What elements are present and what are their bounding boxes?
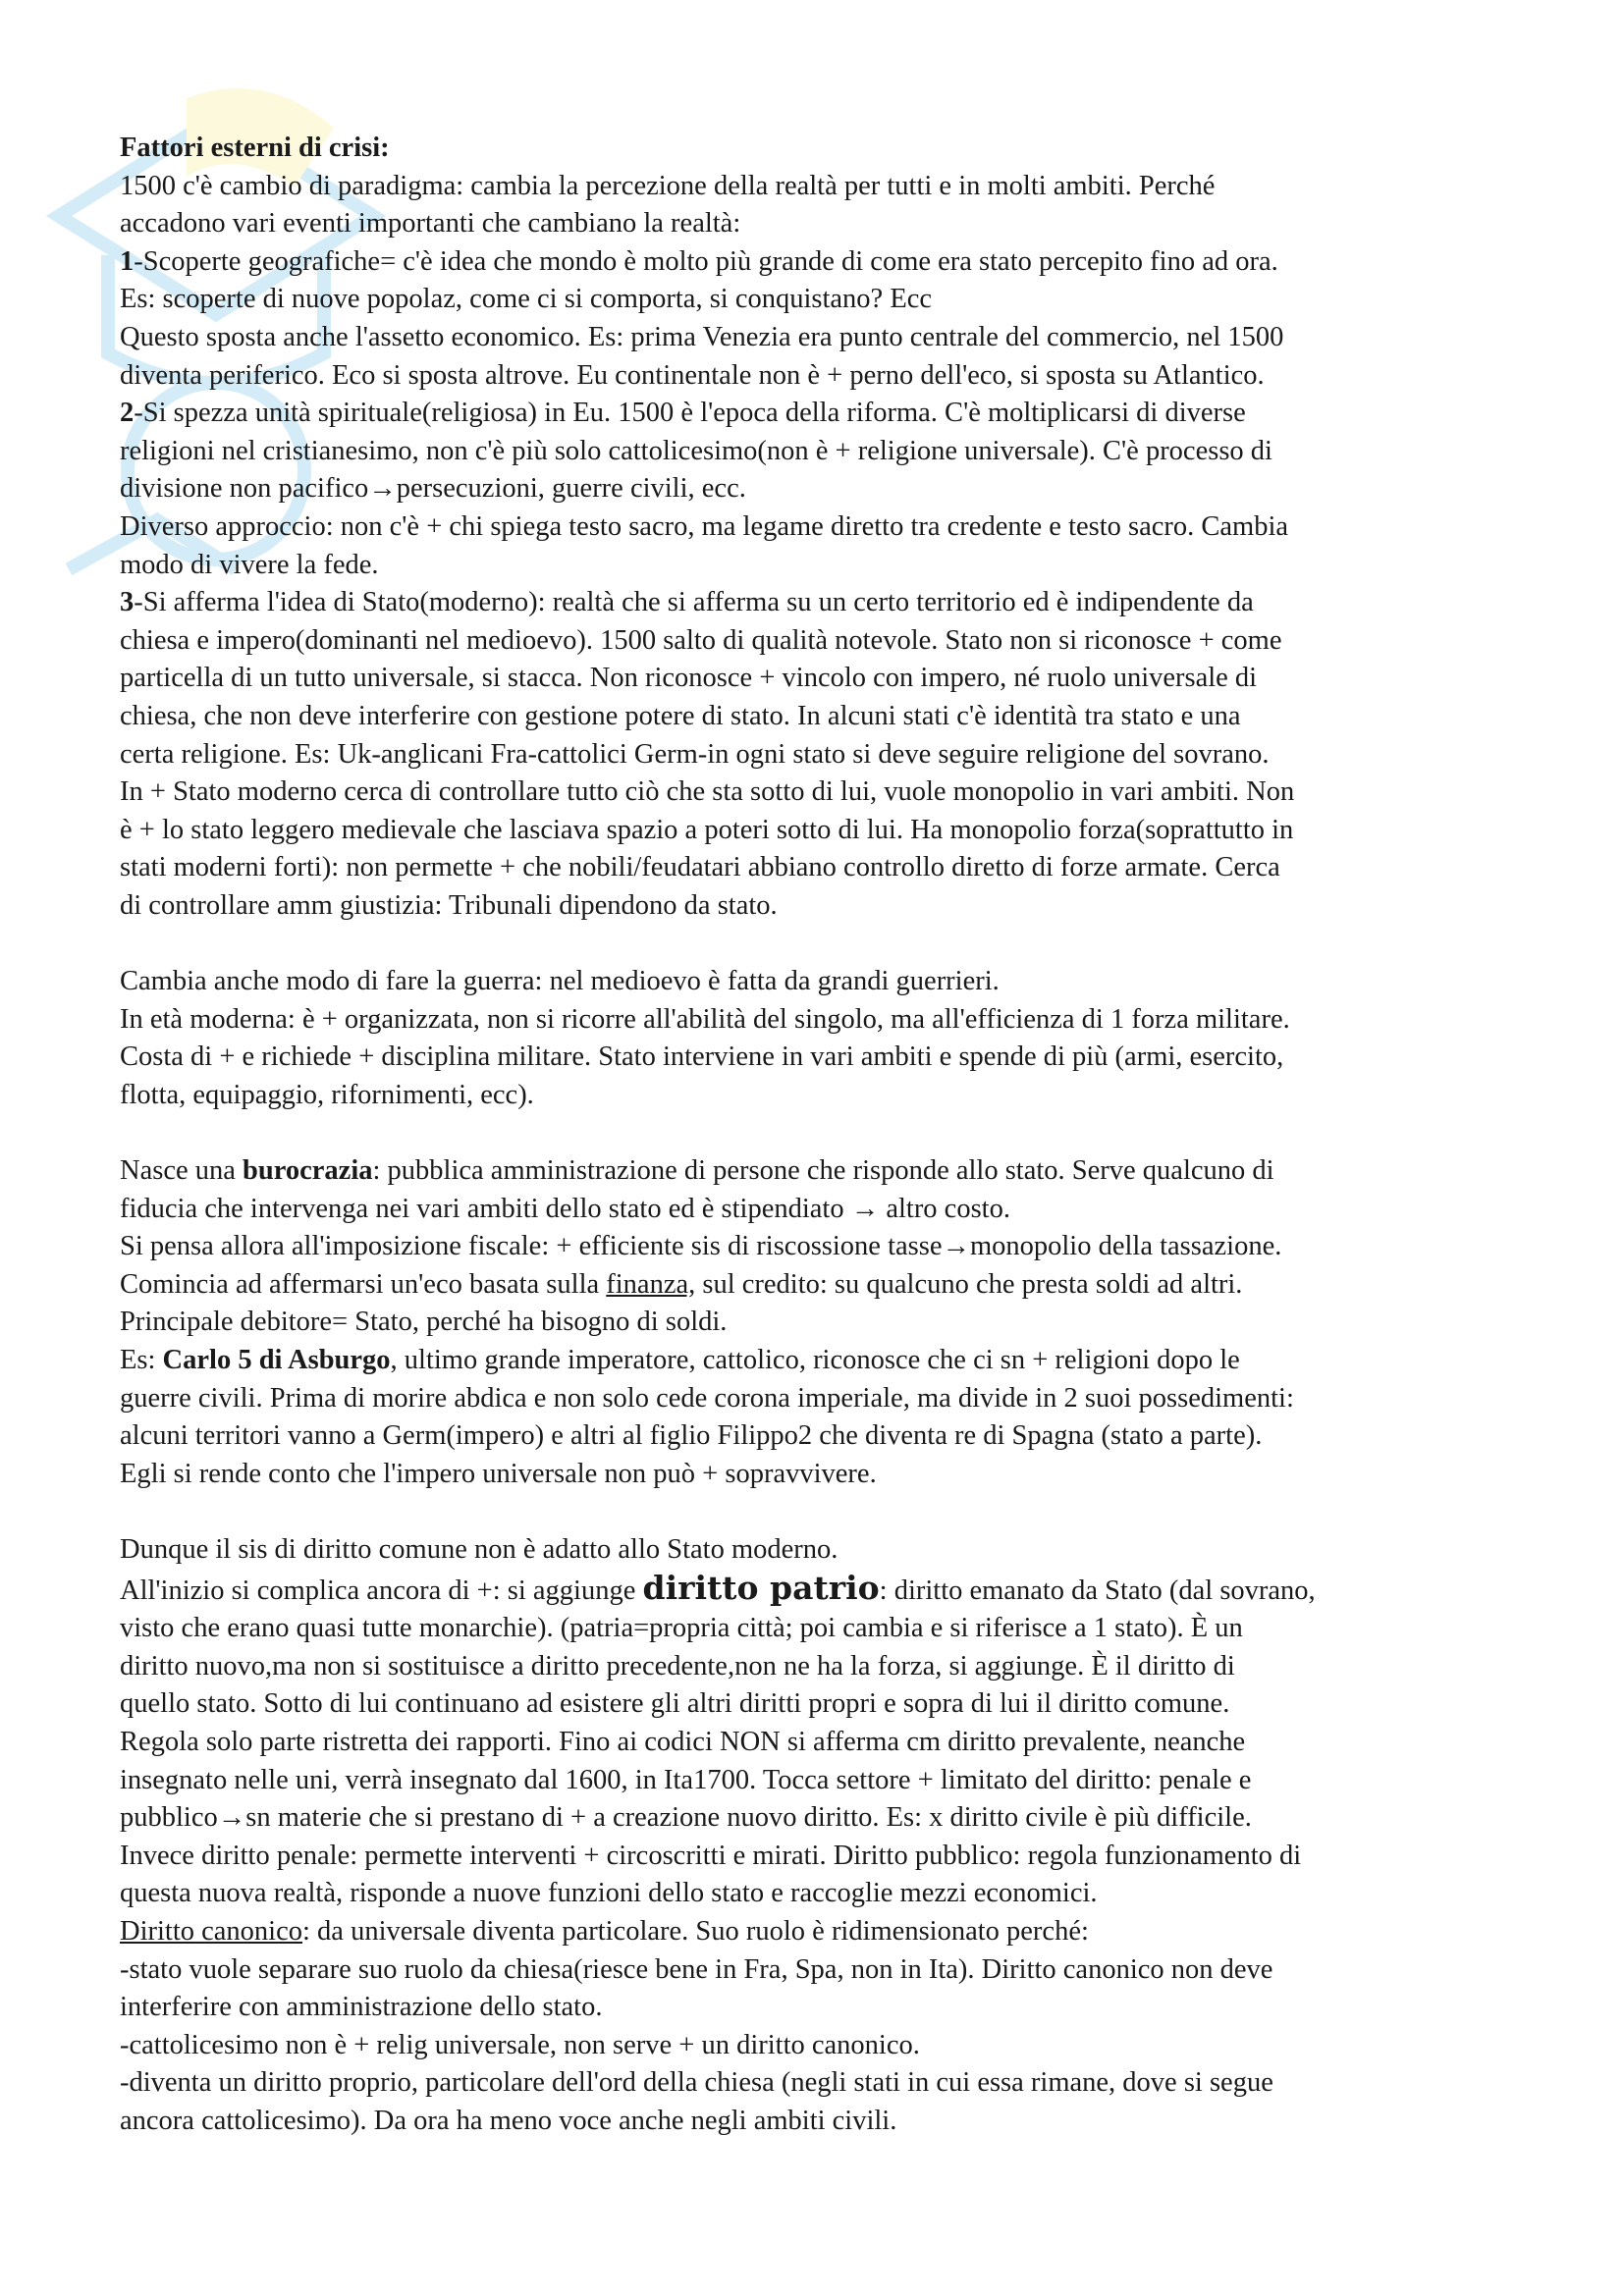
text-line: [120, 1266, 1534, 1305]
text-run: accadono vari eventi importanti che cambiano la realtà:: [120, 208, 741, 240]
text-run: religioni nel cristianesimo, non c'è più solo cattolicesimo(non è + religione universale). C'è processo di: [120, 435, 1272, 466]
text-line: [120, 1342, 1534, 1380]
text-run: interferire con amministrazione dello stato.: [120, 1992, 603, 2023]
text-line: [120, 1304, 1534, 1342]
text-line: [120, 2103, 1534, 2141]
text-run: -Si spezza unità spirituale(religiosa) in Eu. 1500 è l'epoca della riforma. C'è moltiplicarsi di diverse: [134, 398, 1246, 429]
text-line: [120, 547, 1534, 585]
text-line: [120, 622, 1534, 661]
bold-text: 2: [120, 398, 135, 429]
text-line: [120, 660, 1534, 698]
text-run: : da universale diventa particolare. Suo ruolo è ridimensionato perché:: [302, 1915, 1089, 1947]
text-run: Invece diritto penale: permette interventi + circoscritti e mirati. Diritto pubblico: regola funzionamento di: [120, 1840, 1302, 1871]
text-run: In età moderna: è + organizzata, non si ricorre all'abilità del singolo, ma all'efficienza di 1 forza militare.: [120, 1003, 1290, 1035]
text-line: [120, 2064, 1534, 2103]
text-run: guerre civili. Prima di morire abdica e non solo cede corona imperiale, ma divide in 2 suoi possedimenti:: [120, 1382, 1294, 1414]
text-line: [120, 2027, 1534, 2065]
text-line: [120, 584, 1534, 622]
text-line: [120, 849, 1534, 887]
text-run: chiesa e impero(dominanti nel medioevo). 1500 salto di qualità notevole. Stato non si riconosce + come: [120, 624, 1282, 656]
text-line: [120, 774, 1534, 812]
text-run: pubblico→sn materie che si prestano di + a creazione nuovo diritto. Es: x diritto civile è più difficile.: [120, 1802, 1252, 1834]
text-line: [120, 736, 1534, 774]
bold-text: 3: [120, 587, 135, 618]
text-line: [120, 1380, 1534, 1418]
text-line: [120, 205, 1534, 243]
text-line: [120, 1799, 1534, 1838]
text-run: Principale debitore= Stato, perché ha bisogno di soldi.: [120, 1307, 728, 1338]
text-run: insegnato nelle uni, verrà insegnato dal 1600, in Ita1700. Tocca settore + limitato del diritto: penale e: [120, 1764, 1252, 1795]
text-run: -Scoperte geografiche= c'è idea che mondo è molto più grande di come era stato percepito fino ad ora.: [134, 245, 1278, 277]
text-line: [120, 963, 1534, 1001]
text-run: flotta, equipaggio, rifornimenti, ecc).: [120, 1079, 534, 1110]
blank-line: [120, 925, 1534, 963]
text-run: Es: scoperte di nuove popolaz, come ci si comporta, si conquistano? Ecc: [120, 284, 933, 315]
text-line: [120, 698, 1534, 736]
bold-text: Fattori esterni di crisi:: [120, 133, 390, 163]
text-run: Diverso approccio: non c'è + chi spiega testo sacro, ma legame diretto tra credente e testo sacro. Cambia: [120, 510, 1289, 542]
text-run: All'inizio si complica ancora di +: si aggiunge: [120, 1575, 643, 1606]
text-run: Questo sposta anche l'assetto economico. Es: prima Venezia era punto centrale del commercio, nel 1500: [120, 321, 1284, 352]
text-line: [120, 357, 1534, 396]
bold-text: burocrazia: [243, 1155, 373, 1187]
text-line: [120, 1152, 1534, 1191]
text-line: [120, 433, 1534, 471]
text-run: Regola solo parte ristretta dei rapporti. Fino ai codici NON si afferma cm diritto prevalente, neanche: [120, 1726, 1246, 1757]
text-line: [120, 508, 1534, 547]
text-run: particella di un tutto universale, si stacca. Non riconosce + vincolo con impero, né ruolo universale di: [120, 663, 1258, 694]
text-run: alcuni territori vanno a Germ(impero) e altri al figlio Filippo2 che diventa re di Spagna (stato a parte).: [120, 1420, 1263, 1452]
text-run: -stato vuole separare suo ruolo da chiesa(riesce bene in Fra, Spa, non in Ita). Diritto canonico non deve: [120, 1953, 1273, 1985]
blank-line: [120, 1493, 1534, 1531]
text-line: [120, 1039, 1534, 1077]
text-line: [120, 281, 1534, 319]
text-run: è + lo stato leggero medievale che lasciava spazio a poteri sotto di lui. Ha monopolio forza(soprattutto in: [120, 814, 1294, 845]
text-line: [120, 887, 1534, 926]
text-run: Si pensa allora all'imposizione fiscale: + efficiente sis di riscossione tasse→monopolio della tassazione.: [120, 1231, 1282, 1262]
text-line: [120, 319, 1534, 357]
text-line: [120, 1875, 1534, 1913]
text-line: [120, 243, 1534, 282]
text-line: [120, 130, 1534, 168]
text-line: [120, 1610, 1534, 1648]
text-run: : pubblica amministrazione di persone che risponde allo stato. Serve qualcuno di: [372, 1155, 1274, 1187]
text-run: modo di vivere la fede.: [120, 549, 379, 580]
text-line: [120, 1648, 1534, 1686]
text-line: [120, 1191, 1534, 1229]
text-run: stati moderni forti): non permette + che nobili/feudatari abbiano controllo diretto di forze armate. Cerca: [120, 852, 1280, 883]
text-run: 1500 c'è cambio di paradigma: cambia la percezione della realtà per tutti e in molti ambiti. Perché: [120, 170, 1216, 201]
document-body: [120, 130, 1534, 2140]
text-run: visto che erano quasi tutte monarchie). (patria=propria città; poi cambia e si riferisce a 1 stato). È un: [120, 1613, 1243, 1644]
text-line: [120, 1724, 1534, 1762]
text-run: diventa periferico. Eco si sposta altrove. Eu continentale non è + perno dell'eco, si sposta su Atlantico.: [120, 359, 1265, 391]
text-line: [120, 1417, 1534, 1456]
text-run: -diventa un diritto proprio, particolare dell'ord della chiesa (negli stati in cui essa rimane, dove si segue: [120, 2067, 1273, 2099]
text-line: [120, 1685, 1534, 1724]
text-run: Nasce una: [120, 1155, 243, 1187]
text-run: di controllare amm giustizia: Tribunali dipendono da stato.: [120, 889, 778, 921]
text-line: [120, 1001, 1534, 1040]
underlined-text: Diritto canonico: [120, 1915, 302, 1947]
text-run: -Si afferma l'idea di Stato(moderno): realtà che si afferma su un certo territorio ed è indipendente da: [134, 587, 1254, 618]
text-line: [120, 168, 1534, 206]
blank-line: [120, 1114, 1534, 1152]
text-run: certa religione. Es: Uk-anglicani Fra-cattolici Germ-in ogni stato si deve seguire religione del sovrano.: [120, 738, 1270, 770]
text-line: [120, 470, 1534, 508]
text-line: [120, 395, 1534, 433]
text-run: Cambia anche modo di fare la guerra: nel medioevo è fatta da grandi guerrieri.: [120, 966, 1000, 997]
text-run: sul credito: su qualcuno che presta soldi ad altri.: [695, 1268, 1243, 1300]
text-line: [120, 812, 1534, 850]
text-run: In + Stato moderno cerca di controllare tutto ciò che sta sotto di lui, vuole monopolio in vari ambiti. Non: [120, 776, 1295, 808]
text-run: diritto nuovo,ma non si sostituisce a diritto precedente,non ne ha la forza, si aggiunge. È il diritto di: [120, 1650, 1235, 1682]
text-run: ancora cattolicesimo). Da ora ha meno voce anche negli ambiti civili.: [120, 2105, 897, 2136]
text-line: [120, 1951, 1534, 1990]
text-line: [120, 1913, 1534, 1951]
text-run: , ultimo grande imperatore, cattolico, riconosce che ci sn + religioni dopo le: [390, 1345, 1240, 1375]
text-run: Costa di + e richiede + disciplina militare. Stato interviene in vari ambiti e spende di più (armi, esercito,: [120, 1041, 1284, 1073]
bold-text: 1: [120, 245, 135, 277]
text-line: [120, 1838, 1534, 1876]
text-run: : diritto emanato da Stato (dal sovrano,: [879, 1575, 1316, 1606]
text-run: quello stato. Sotto di lui continuano ad esistere gli altri diritti propri e sopra di lui il diritto comune.: [120, 1688, 1230, 1720]
text-run: divisione non pacifico→persecuzioni, guerre civili, ecc.: [120, 473, 746, 505]
bold-text: Carlo 5 di Asburgo: [162, 1345, 391, 1375]
text-run: -cattolicesimo non è + relig universale, non serve + un diritto canonico.: [120, 2029, 920, 2060]
emphasis-text: diritto patrio: [642, 1568, 880, 1607]
text-line: [120, 1762, 1534, 1800]
text-run: Egli si rende conto che l'impero universale non può + sopravvivere.: [120, 1458, 877, 1489]
text-line: [120, 1570, 1534, 1611]
text-run: Comincia ad affermarsi un'eco basata sulla: [120, 1268, 607, 1300]
underlined-text: finanza,: [606, 1268, 696, 1300]
text-run: chiesa, che non deve interferire con gestione potere di stato. In alcuni stati c'è identità tra stato e una: [120, 700, 1241, 731]
text-line: [120, 1228, 1534, 1266]
text-line: [120, 1989, 1534, 2027]
text-run: fiducia che intervenga nei vari ambiti dello stato ed è stipendiato → altro costo.: [120, 1193, 1010, 1224]
text-run: Es:: [120, 1345, 163, 1375]
text-line: [120, 1531, 1534, 1570]
text-line: [120, 1077, 1534, 1115]
text-run: Dunque il sis di diritto comune non è adatto allo Stato moderno.: [120, 1533, 839, 1565]
text-run: questa nuova realtà, risponde a nuove funzioni dello stato e raccoglie mezzi economici.: [120, 1878, 1098, 1909]
text-line: [120, 1456, 1534, 1494]
